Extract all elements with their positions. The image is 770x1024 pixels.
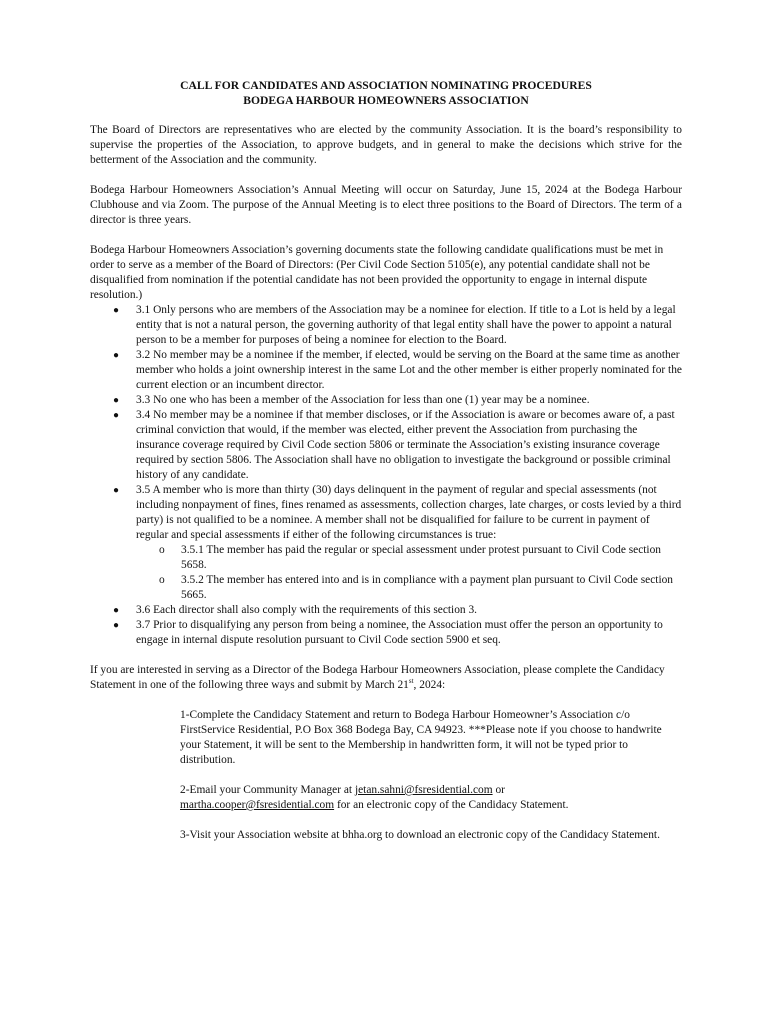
qualifications-list — [90, 303, 682, 648]
email-link-martha[interactable]: martha.cooper@fsresidential.com — [180, 799, 335, 811]
qualification-item — [90, 393, 682, 408]
qualification-text: 3.2 No member may be a nominee if the member, if elected, would be serving on the Board at the same time as another member who holds a joint ownership interest in the same Lot and the other member is either properly nominated for the current election or an incumbent director. — [136, 349, 682, 391]
qualification-item — [90, 603, 682, 618]
bullet-icon: ● — [113, 620, 120, 631]
bullet-icon: ● — [113, 410, 120, 421]
qualification-item — [90, 303, 682, 348]
email-link-jetan[interactable]: jetan.sahni@fsresidential.com — [354, 784, 493, 796]
qualification-item — [90, 618, 682, 648]
document-title-line1: CALL FOR CANDIDATES AND ASSOCIATION NOMINATING PROCEDURES — [180, 79, 592, 92]
qualification-text: 3.1 Only persons who are members of the Association may be a nominee for election. If title to a Lot is held by a legal entity that is not a natural person, the governing authority of that legal entity shall have the power to appoint a natural person to be a member for purposes of being a nominee for election to the Board. — [136, 304, 676, 346]
option-email-or: or — [492, 784, 505, 796]
circle-bullet-icon: o — [159, 574, 165, 586]
submission-option-email — [180, 783, 676, 813]
bullet-icon: ● — [113, 305, 120, 316]
qualification-text: 3.3 No one who has been a member of the Association for less than one (1) year may be a nominee. — [136, 394, 590, 406]
qualification-item — [90, 483, 682, 603]
qualification-text: 3.4 No member may be a nominee if that member discloses, or if the Association is aware or becomes aware of, a past criminal conviction that would, if the member was elected, either prevent the Association from purchasing the insurance coverage required by Civil Code section 5806 or terminate the Association’s existing insurance coverage required by section 5806. The Association shall have no obligation to investigate the background or possible criminal history of any candidate. — [136, 409, 675, 481]
submission-intro — [90, 663, 682, 693]
submission-option-mail: 1-Complete the Candidacy Statement and return to Bodega Harbour Homeowner’s Association c/o FirstService Residential, P.O Box 368 Bodega Bay, CA 94923. ***Please note if you choose to handwrite your Statement, it will be sent to the Membership in handwritten form, it will not be typed prior to distribution. — [180, 709, 662, 766]
sub-qualification-item — [136, 573, 682, 603]
intro-paragraph-board: The Board of Directors are representatives who are elected by the community Association. It is the board’s responsibility to supervise the properties of the Association, to approve budgets, and in general to make the decisions which strive for the betterment of the Association and the community. — [90, 124, 682, 166]
bullet-icon: ● — [113, 395, 120, 406]
bullet-icon: ● — [113, 485, 120, 496]
qualification-text: 3.6 Each director shall also comply with the requirements of this section 3. — [136, 604, 478, 616]
ordinal-suffix: st — [408, 677, 414, 686]
intro-paragraph-annual-meeting: Bodega Harbour Homeowners Association’s Annual Meeting will occur on Saturday, June 15, 2024 at the Bodega Harbour Clubhouse and via Zoom. The purpose of the Annual Meeting is to elect three positions to the Board of Directors. The term of a director is three years. — [90, 184, 682, 226]
sub-qualification-text: 3.5.2 The member has entered into and is in compliance with a payment plan pursuant to Civil Code section 5665. — [181, 574, 674, 601]
bullet-icon: ● — [113, 605, 120, 616]
submission-intro-text: If you are interested in serving as a Director of the Bodega Harbour Homeowners Association, please complete the Candidacy Statement in one of the following three ways and submit by March 21 — [90, 664, 665, 691]
intro-paragraph-qualifications: Bodega Harbour Homeowners Association’s governing documents state the following candidate qualifications must be met in order to serve as a member of the Board of Directors: (Per Civil Code Section 5105(e), any potential candidate shall not be disqualified from nomination if the potential candidate has not been provided the opportunity to engage in internal dispute resolution.) — [90, 244, 664, 301]
document-title-line2: BODEGA HARBOUR HOMEOWNERS ASSOCIATION — [243, 94, 529, 107]
qualification-item — [90, 348, 682, 393]
submission-option-website: 3-Visit your Association website at bhha.org to download an electronic copy of the Candidacy Statement. — [180, 829, 660, 841]
sub-qualification-item — [136, 543, 682, 573]
bullet-icon: ● — [113, 350, 120, 361]
qualification-text: 3.5 A member who is more than thirty (30) days delinquent in the payment of regular and special assessments (not including nonpayment of fines, fines renamed as assessments, collection charges, late charges, or costs levied by a third party) is not qualified to be a nominee. A member shall not be disqualified for failure to be current in payment of regular and special assessments if either of the following circumstances is true: — [136, 484, 682, 541]
option-email-prefix: 2-Email your Community Manager at — [180, 784, 355, 796]
qualification-item — [90, 408, 682, 483]
sub-qualification-text: 3.5.1 The member has paid the regular or special assessment under protest pursuant to Civil Code section 5658. — [181, 544, 661, 571]
circle-bullet-icon: o — [159, 544, 165, 556]
option-email-suffix: for an electronic copy of the Candidacy Statement. — [334, 799, 569, 811]
qualification-text: 3.7 Prior to disqualifying any person from being a nominee, the Association must offer the person an opportunity to engage in internal dispute resolution pursuant to Civil Code section 5900 et seq. — [136, 619, 663, 646]
submission-options — [90, 708, 682, 843]
sub-qualifications-list — [136, 543, 682, 603]
submission-intro-end: , 2024: — [413, 679, 446, 691]
